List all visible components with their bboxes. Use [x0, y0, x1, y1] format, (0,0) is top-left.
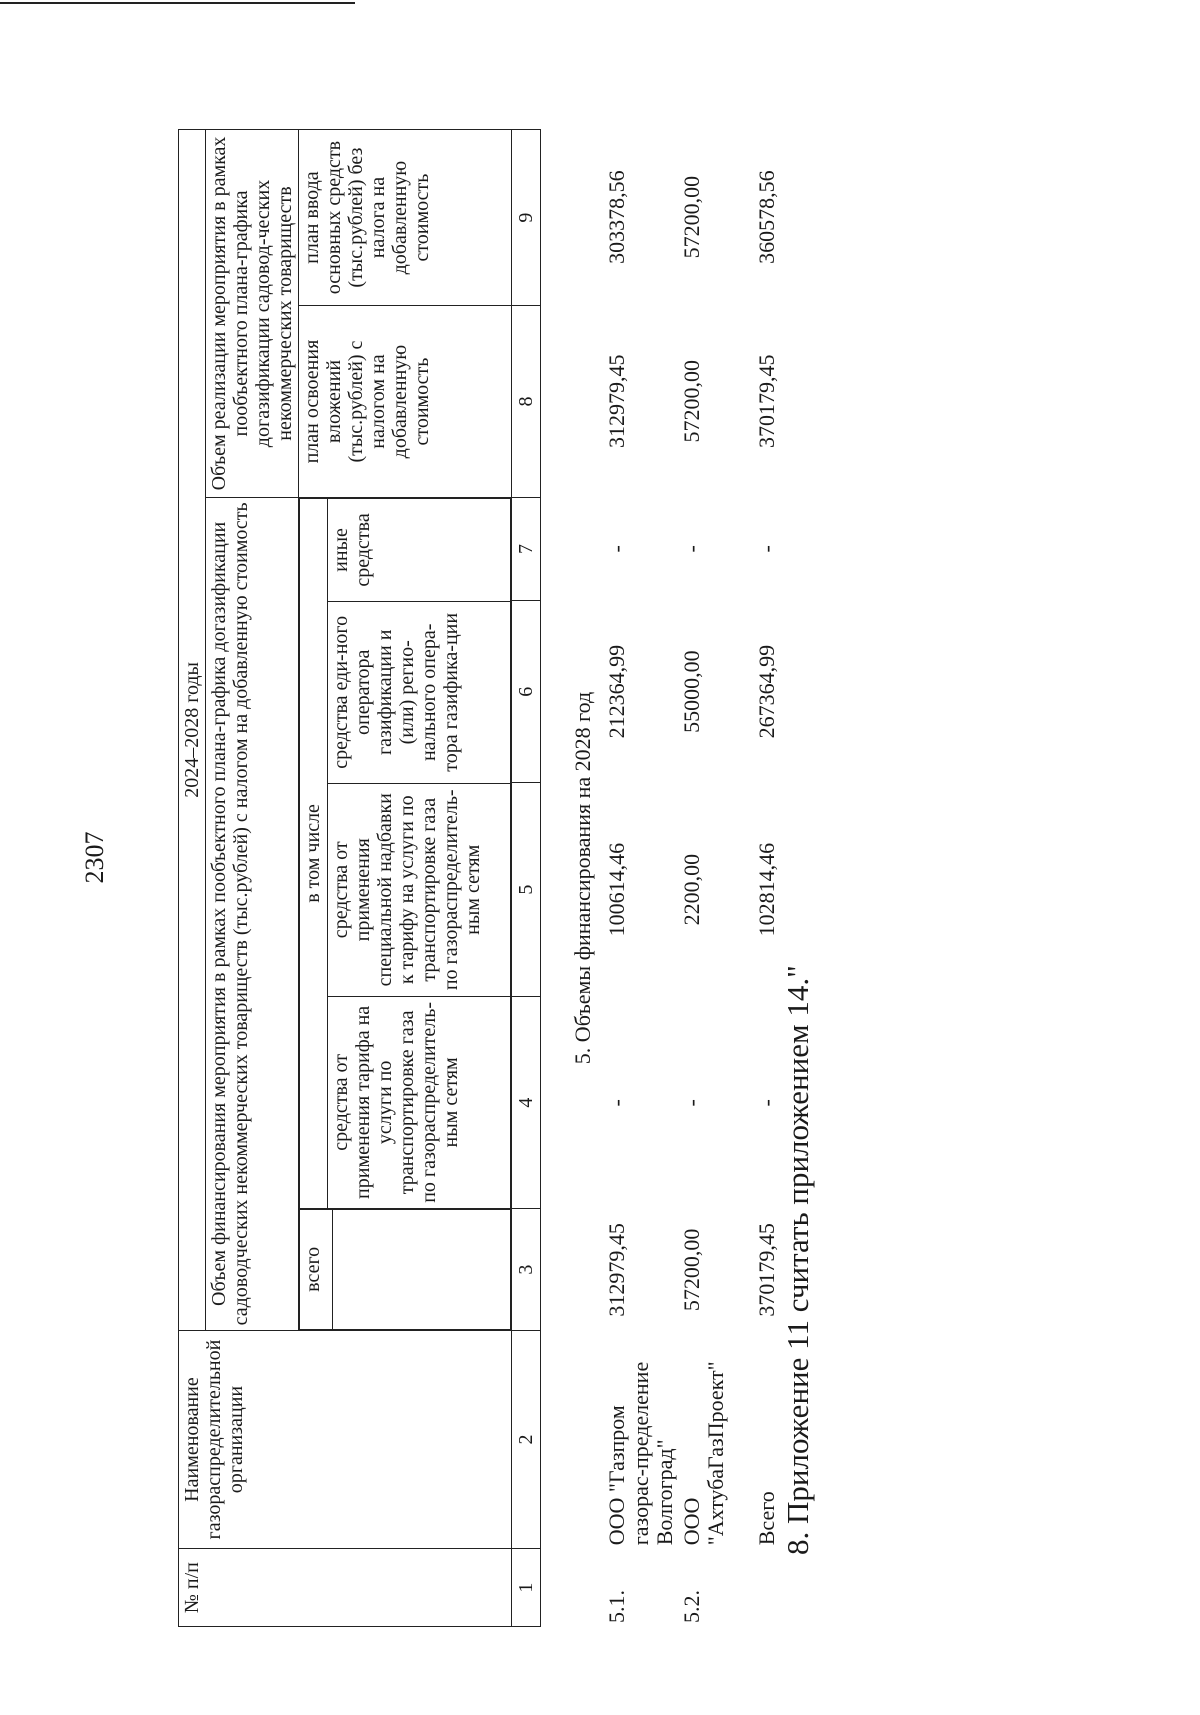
value-cell: 312979,45 [604, 1223, 629, 1317]
header-col5: средства от применения специальной надбавки к тарифу на услуги по транспортировке газа по газораспределитель-ным сетям [328, 783, 511, 996]
header-v-tom-chisle: в том числе [300, 498, 328, 1208]
value-cell: - [679, 1099, 704, 1107]
value-cell: - [604, 545, 629, 553]
page-number: 2307 [80, 831, 109, 884]
org-name-cell: Всего [754, 1491, 779, 1546]
header-col7: иные средства [328, 498, 511, 601]
header-col8: план освоения вложений (тыс.рублей) с налогом на добавленную стоимость [299, 306, 512, 498]
header-period: 2024–2028 годы [179, 130, 206, 1331]
value-cell: 303378,56 [604, 170, 629, 264]
col-number: 5 [512, 783, 541, 997]
col-number: 8 [512, 306, 541, 498]
value-cell: 102814,46 [754, 842, 779, 937]
value-cell: 212364,99 [604, 644, 629, 739]
footer-note: 8. Приложение 11 считать приложением 14." [780, 965, 815, 1555]
section-title: 5. Объемы финансирования на 2028 год [570, 691, 595, 1065]
header-col4: средства от применения тарифа на услуги по транспортировке газа по газораспределитель-ным сетям [328, 996, 511, 1208]
value-cell: 370179,45 [754, 1223, 779, 1317]
value-cell: 2200,00 [679, 853, 704, 926]
value-cell: 100614,46 [604, 842, 629, 937]
col-number: 9 [512, 130, 541, 306]
financing-table-header [178, 129, 541, 1627]
col-number: 6 [512, 601, 541, 783]
value-cell: 57200,00 [679, 1228, 704, 1312]
row-number-cell [755, 1549, 830, 1627]
org-name-cell: ООО "Газпром газорас-пределение Волгоград" [604, 1361, 677, 1546]
col-number: 7 [512, 497, 541, 600]
header-realization-group: Объем реализации мероприятия в рамках пообъектного плана-графика догазификации садовод-ческих некоммерческих товариществ [206, 130, 299, 498]
table-row [605, 129, 680, 1627]
value-cell: 267364,99 [754, 644, 779, 739]
org-name-cell: ООО "АхтубаГазПроект" [679, 1361, 728, 1546]
col-number: 2 [512, 1330, 541, 1549]
value-cell: 57200,00 [679, 175, 704, 259]
value-cell: 57200,00 [679, 359, 704, 443]
table-row [680, 129, 755, 1627]
value-cell: - [679, 545, 704, 553]
value-cell: - [754, 1099, 779, 1107]
col-number: 4 [512, 996, 541, 1208]
value-cell: - [604, 1099, 629, 1107]
value-cell: 370179,45 [754, 354, 779, 448]
header-col6: средства еди-ного оператора газификации и (или) регио-нального опера-тора газифика-ции [328, 601, 511, 783]
value-cell: 360578,56 [754, 170, 779, 264]
header-org-name: Наименование газораспределительной организации [179, 1330, 512, 1549]
col-number: 1 [512, 1549, 541, 1627]
header-financing-group: Объем финансирования мероприятия в рамках пообъектного плана-графика догазификации садоводческих некоммерческих товариществ (тыс.рублей) с налогом на добавленную стоимость [206, 497, 299, 1330]
value-cell: 55000,00 [679, 650, 704, 733]
header-num: № п/п [179, 1549, 512, 1627]
value-cell: 312979,45 [604, 354, 629, 448]
value-cell: - [754, 545, 779, 553]
col-number: 3 [512, 1209, 541, 1330]
row-number-cell: 5.1. [604, 1590, 629, 1623]
header-vsego: всего [300, 1209, 333, 1329]
row-number-cell: 5.2. [679, 1590, 704, 1623]
header-col9: план ввода основных средств (тыс.рублей) без налога на добавленную стоимость [299, 130, 512, 306]
